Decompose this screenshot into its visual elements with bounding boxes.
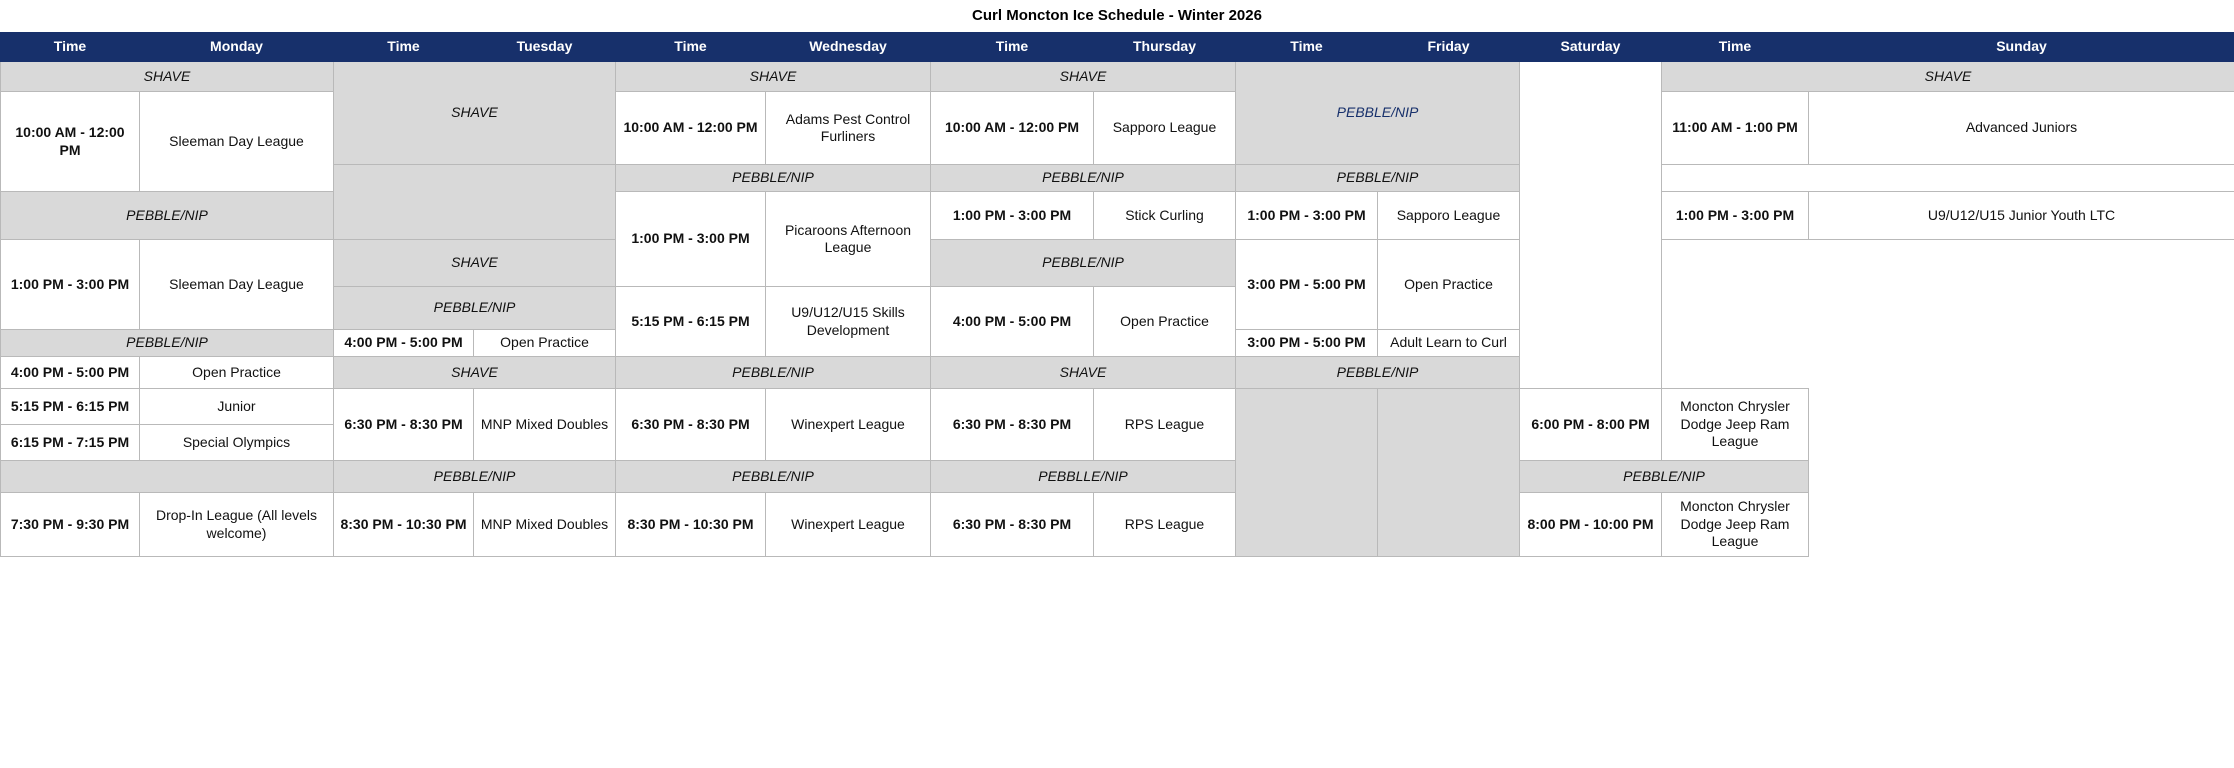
table-row bbox=[1, 389, 2234, 425]
thursday-shave-2: SHAVE bbox=[931, 357, 1236, 389]
sunday-event-4: Moncton Chrysler Dodge Jeep Ram League bbox=[1662, 389, 1809, 461]
friday-blank-2 bbox=[1378, 389, 1520, 557]
monday-blank-1 bbox=[1, 461, 334, 493]
thursday-event-4: RPS League bbox=[1094, 389, 1236, 461]
tuesday-event-3: MNP Mixed Doubles bbox=[474, 389, 616, 461]
table-row bbox=[1, 165, 2234, 192]
table-row bbox=[1, 62, 2234, 92]
sunday-time-3: 3:00 PM - 5:00 PM bbox=[1236, 240, 1378, 330]
thursday-shave-1: SHAVE bbox=[931, 62, 1236, 92]
monday-time-3: 4:00 PM - 5:00 PM bbox=[1, 357, 140, 389]
wednesday-pebble-3: PEBBLE/NIP bbox=[616, 461, 931, 493]
tuesday-time-1: 1:00 PM - 3:00 PM bbox=[616, 192, 766, 287]
tuesday-pebble-2: PEBBLE/NIP bbox=[334, 461, 616, 493]
tuesday-shave-1: SHAVE bbox=[334, 62, 616, 165]
column-header-time-thu: Time bbox=[931, 33, 1094, 62]
column-header-time-wed: Time bbox=[616, 33, 766, 62]
thursday-pebble-3: PEBBLLE/NIP bbox=[931, 461, 1236, 493]
thursday-time-2: 1:00 PM - 3:00 PM bbox=[1236, 192, 1378, 240]
column-header-time-mon: Time bbox=[1, 33, 140, 62]
sunday-event-2: U9/U12/U15 Junior Youth LTC bbox=[1809, 192, 2234, 240]
tuesday-event-4: MNP Mixed Doubles bbox=[474, 493, 616, 557]
column-header-monday: Monday bbox=[140, 33, 334, 62]
wednesday-time-3: 5:15 PM - 6:15 PM bbox=[616, 287, 766, 357]
saturday-empty bbox=[1520, 62, 1662, 389]
wednesday-time-5: 8:30 PM - 10:30 PM bbox=[616, 493, 766, 557]
column-header-sunday: Sunday bbox=[1809, 33, 2234, 62]
wednesday-event-4: Winexpert League bbox=[766, 389, 931, 461]
monday-event-5: Special Olympics bbox=[140, 425, 334, 461]
friday-pebble-1: PEBBLE/NIP bbox=[1236, 62, 1520, 165]
monday-time-5: 6:15 PM - 7:15 PM bbox=[1, 425, 140, 461]
tuesday-event-2: Open Practice bbox=[474, 330, 616, 357]
table-row bbox=[1, 461, 2234, 493]
tuesday-time-2: 4:00 PM - 5:00 PM bbox=[334, 330, 474, 357]
page-title: Curl Moncton Ice Schedule - Winter 2026 bbox=[972, 7, 1262, 24]
table-header-row bbox=[1, 33, 2234, 62]
column-header-time-sun: Time bbox=[1662, 33, 1809, 62]
thursday-time-1: 10:00 AM - 12:00 PM bbox=[931, 92, 1094, 165]
monday-event-4: Junior bbox=[140, 389, 334, 425]
monday-event-3: Open Practice bbox=[140, 357, 334, 389]
sunday-event-5: Moncton Chrysler Dodge Jeep Ram League bbox=[1662, 493, 1809, 557]
sunday-time-5: 8:00 PM - 10:00 PM bbox=[1520, 493, 1662, 557]
sunday-event-3: Open Practice bbox=[1378, 240, 1520, 330]
sunday-pebble-1: PEBBLE/NIP bbox=[1236, 165, 1520, 192]
column-header-thursday: Thursday bbox=[1094, 33, 1236, 62]
wednesday-event-1: Adams Pest Control Furliners bbox=[766, 92, 931, 165]
monday-pebble-1: PEBBLE/NIP bbox=[1, 192, 334, 240]
column-header-time-tue: Time bbox=[334, 33, 474, 62]
thursday-event-2: Sapporo League bbox=[1378, 192, 1520, 240]
sunday-pebble-2: PEBBLE/NIP bbox=[1236, 357, 1520, 389]
table-row bbox=[1, 357, 2234, 389]
monday-event-2: Sleeman Day League bbox=[140, 240, 334, 330]
table-row bbox=[1, 240, 2234, 287]
sunday-time-2: 1:00 PM - 3:00 PM bbox=[1662, 192, 1809, 240]
wednesday-time-1: 10:00 AM - 12:00 PM bbox=[616, 92, 766, 165]
wednesday-shave-1: SHAVE bbox=[616, 62, 931, 92]
monday-time-4: 5:15 PM - 6:15 PM bbox=[1, 389, 140, 425]
wednesday-time-4: 6:30 PM - 8:30 PM bbox=[616, 389, 766, 461]
column-header-tuesday: Tuesday bbox=[474, 33, 616, 62]
tuesday-time-3: 6:30 PM - 8:30 PM bbox=[334, 389, 474, 461]
tuesday-time-4: 8:30 PM - 10:30 PM bbox=[334, 493, 474, 557]
thursday-pebble-1: PEBBLE/NIP bbox=[931, 165, 1236, 192]
sunday-pebble-3: PEBBLE/NIP bbox=[1520, 461, 1809, 493]
table-row bbox=[1, 287, 2234, 330]
thursday-pebble-2: PEBBLE/NIP bbox=[931, 240, 1236, 287]
sunday-time-3b: 3:00 PM - 5:00 PM bbox=[1236, 330, 1378, 357]
wednesday-event-2: Stick Curling bbox=[1094, 192, 1236, 240]
table-row bbox=[1, 493, 2234, 557]
thursday-event-3: Open Practice bbox=[1094, 287, 1236, 357]
column-header-wednesday: Wednesday bbox=[766, 33, 931, 62]
thursday-time-4: 6:30 PM - 8:30 PM bbox=[931, 389, 1094, 461]
wednesday-pebble-2: PEBBLE/NIP bbox=[616, 357, 931, 389]
sunday-time-4: 6:00 PM - 8:00 PM bbox=[1520, 389, 1662, 461]
sunday-shave-1: SHAVE bbox=[1662, 62, 2234, 92]
wednesday-pebble-1: PEBBLE/NIP bbox=[616, 165, 931, 192]
friday-blank-1 bbox=[1236, 389, 1378, 557]
ice-schedule-table bbox=[0, 32, 2234, 557]
wednesday-event-3: U9/U12/U15 Skills Development bbox=[766, 287, 931, 357]
tuesday-pebble-1: PEBBLE/NIP bbox=[334, 287, 616, 330]
thursday-time-5: 6:30 PM - 8:30 PM bbox=[931, 493, 1094, 557]
monday-time-2: 1:00 PM - 3:00 PM bbox=[1, 240, 140, 330]
column-header-saturday: Saturday bbox=[1520, 33, 1662, 62]
tuesday-event-1: Picaroons Afternoon League bbox=[766, 192, 931, 287]
tuesday-shave-2: SHAVE bbox=[334, 357, 616, 389]
sunday-time-1: 11:00 AM - 1:00 PM bbox=[1662, 92, 1809, 165]
sunday-event-3b: Adult Learn to Curl bbox=[1378, 330, 1520, 357]
tuesday-pebble-spacer bbox=[334, 165, 616, 240]
monday-pebble-2: PEBBLE/NIP bbox=[1, 330, 334, 357]
column-header-time-fri: Time bbox=[1236, 33, 1378, 62]
wednesday-shave-2: SHAVE bbox=[334, 240, 616, 287]
monday-event-6: Drop-In League (All levels welcome) bbox=[140, 493, 334, 557]
thursday-event-1: Sapporo League bbox=[1094, 92, 1236, 165]
thursday-time-3: 4:00 PM - 5:00 PM bbox=[931, 287, 1094, 357]
column-header-friday: Friday bbox=[1378, 33, 1520, 62]
wednesday-event-5: Winexpert League bbox=[766, 493, 931, 557]
monday-shave-1: SHAVE bbox=[1, 62, 334, 92]
monday-time-6: 7:30 PM - 9:30 PM bbox=[1, 493, 140, 557]
sunday-event-1: Advanced Juniors bbox=[1809, 92, 2234, 165]
thursday-event-5: RPS League bbox=[1094, 493, 1236, 557]
monday-event-1: Sleeman Day League bbox=[140, 92, 334, 192]
wednesday-time-2: 1:00 PM - 3:00 PM bbox=[931, 192, 1094, 240]
monday-time-1: 10:00 AM - 12:00 PM bbox=[1, 92, 140, 192]
